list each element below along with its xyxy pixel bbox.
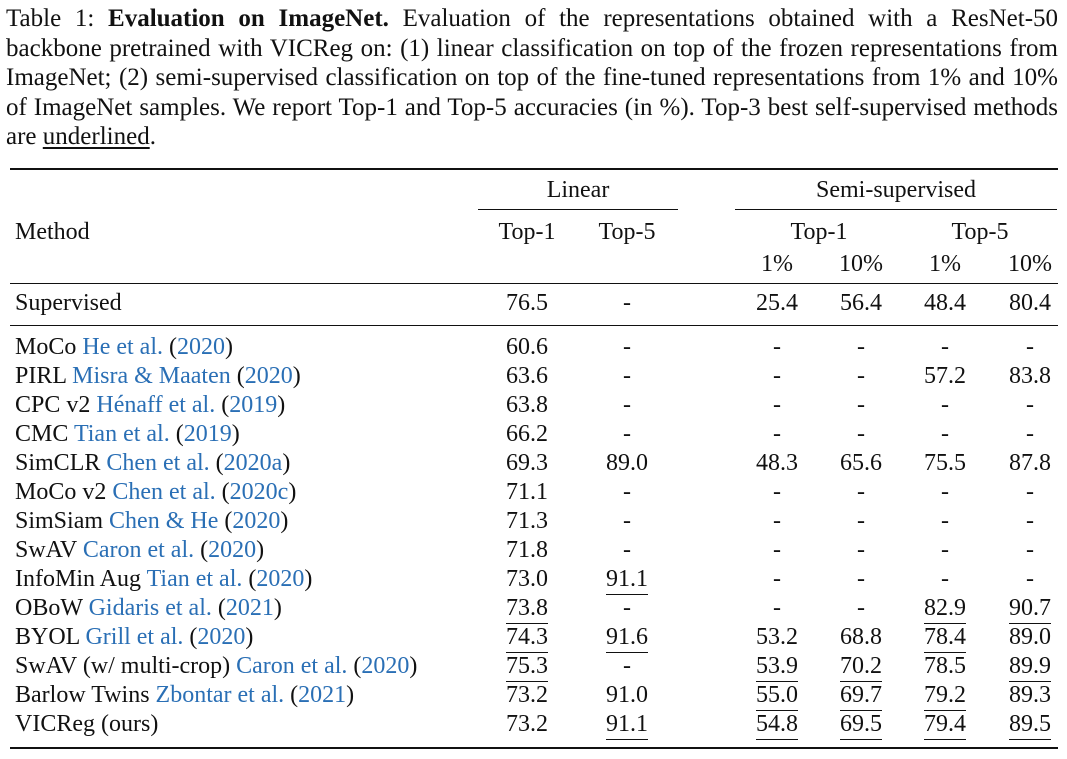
linear-top1-cell: 73.2 [506,682,548,708]
semi-top5-1pct-cell: - [941,421,949,447]
linear-top1-cell: 73.0 [506,566,548,592]
semi-top1-10pct-cell: 69.5 [840,710,882,740]
caption-label: Table 1: [6,5,95,32]
semi-top1-1pct-cell: 48.3 [756,450,798,476]
header-semi-top1-10pct: 10% [839,251,883,277]
header-semi-top1: Top-1 [790,219,848,245]
semi-top5-10pct-cell: - [1026,479,1034,505]
citation-author-link[interactable]: Gidaris et al. [88,595,212,621]
semi-top1-1pct-cell: - [773,334,781,360]
linear-top5-cell: - [623,653,631,679]
semi-top1-1pct-cell: - [773,595,781,621]
citation-author-link[interactable]: Misra & Maaten [72,363,231,389]
linear-top1-cell: 71.1 [506,479,548,505]
supervised-linear-top1: 76.5 [506,290,548,316]
top-rule [10,168,1058,170]
supervised-semi-top1-10pct: 56.4 [840,290,882,316]
method-cell: SwAV (w/ multi-crop) Caron et al. (2020) [15,653,418,679]
semi-top1-10pct-cell: - [857,595,865,621]
header-semi-top1-1pct: 1% [761,251,793,277]
method-cell: InfoMin Aug Tian et al. (2020) [15,566,313,592]
semi-top5-10pct-cell: - [1026,537,1034,563]
caption-underlined-word: underlined [42,123,150,151]
citation-author-link[interactable]: Grill et al. [85,624,184,650]
header-semi-top5: Top-5 [951,219,1009,245]
semi-top1-10pct-cell: - [857,566,865,592]
linear-top5-cell: 91.0 [606,682,648,708]
citation-year-link[interactable]: 2020 [232,508,281,534]
method-name: Barlow Twins [15,682,150,708]
supervised-rule [10,325,1058,326]
linear-group-rule [478,209,678,210]
method-cell: PIRL Misra & Maaten (2020) [15,363,301,389]
header-linear-top1: Top-1 [498,219,556,245]
semi-top1-1pct-cell: - [773,537,781,563]
header-semi-top5-10pct: 10% [1008,251,1052,277]
method-cell: Barlow Twins Zbontar et al. (2021) [15,682,355,708]
semi-top1-10pct-cell: - [857,479,865,505]
semi-top5-10pct-cell: 87.8 [1009,450,1051,476]
citation-year-link[interactable]: 2020 [176,334,225,360]
semi-top1-10pct-cell: - [857,363,865,389]
method-cell: SwAV Caron et al. (2020) [15,537,265,563]
semi-top5-1pct-cell: 79.2 [924,681,966,711]
semi-top5-1pct-cell: 78.4 [924,623,966,653]
header-semi-supervised: Semi-supervised [816,177,976,203]
citation-author-link[interactable]: Zbontar et al. [155,682,285,708]
linear-top1-cell: 73.8 [506,594,548,624]
semi-top1-10pct-cell: 69.7 [840,681,882,711]
table-caption [6,4,1058,152]
semi-top5-10pct-cell: 90.7 [1009,594,1051,624]
semi-top5-10pct-cell: 89.0 [1009,624,1051,650]
citation-year-link[interactable]: 2019 [183,421,232,447]
semi-top5-1pct-cell: 57.2 [924,363,966,389]
method-name: MoCo [15,334,77,360]
linear-top1-cell: 71.3 [506,508,548,534]
method-name: SimCLR [15,450,101,476]
semi-top5-1pct-cell: - [941,566,949,592]
method-cell: OBoW Gidaris et al. (2021) [15,595,282,621]
linear-top1-cell: 60.6 [506,334,548,360]
linear-top5-cell: 89.0 [606,450,648,476]
supervised-linear-top5: - [623,290,631,316]
semi-top1-10pct-cell: - [857,334,865,360]
citation-author-link[interactable]: Tian et al. [73,421,170,447]
method-name: SwAV [15,537,77,563]
semi-top1-1pct-cell: - [773,566,781,592]
semi-top5-1pct-cell: - [941,508,949,534]
citation-author-link[interactable]: Chen et al. [106,450,210,476]
citation-year-link[interactable]: 2020 [244,363,293,389]
semi-top1-10pct-cell: - [857,537,865,563]
linear-top5-cell: - [623,392,631,418]
caption-title: Evaluation on ImageNet. [108,5,389,32]
method-cell: SimSiam Chen & He (2020) [15,508,289,534]
semi-top1-10pct-cell: - [857,392,865,418]
method-name: PIRL [15,363,67,389]
citation-year-link[interactable]: 2021 [298,682,347,708]
semi-top1-1pct-cell: 54.8 [756,710,798,740]
linear-top1-cell: 75.3 [506,652,548,682]
method-cell [15,710,158,738]
header-linear-top5: Top-5 [598,219,656,245]
citation-author-link[interactable]: Tian et al. [146,566,243,592]
caption-body: Evaluation of the representations obtained with a ResNet-50 backbone pretrained with VICReg on: (1) linear classification on top of the frozen representations from ImageNet; (2) semi-supervised classification on top of the fine-tuned representations from 1% and 10% of ImageNet samples. We report Top-1 and Top-5 accuracies (in %). Top-3 best self-supervised methods are [6,5,1059,151]
semi-top5-10pct-cell: - [1026,508,1034,534]
citation-year-link[interactable]: 2020 [256,566,305,592]
linear-top5-cell: - [623,595,631,621]
method-name: SimSiam [15,508,104,534]
citation-author-link[interactable]: Caron et al. [236,653,348,679]
header-rule [10,283,1058,284]
method-cell: BYOL Grill et al. (2020) [15,624,254,650]
semi-top1-1pct-cell: 53.9 [756,652,798,682]
semi-top5-1pct-cell: - [941,537,949,563]
citation-author-link[interactable]: He et al. [82,334,163,360]
method-cell: SimCLR Chen et al. (2020a) [15,450,291,476]
semi-top1-1pct-cell: - [773,479,781,505]
citation-year-link[interactable]: 2020 [208,537,257,563]
method-name: VICReg (ours) [15,711,159,737]
header-method: Method [15,219,90,245]
semi-top1-10pct-cell: 70.2 [840,652,882,682]
linear-top1-cell: 63.8 [506,392,548,418]
supervised-method: Supervised [15,290,122,316]
semi-group-rule [735,209,1057,210]
citation-author-link[interactable]: Chen et al. [112,479,216,505]
citation-author-link[interactable]: Chen & He [109,508,219,534]
semi-top5-1pct-cell: 75.5 [924,450,966,476]
linear-top1-cell: 74.3 [506,623,548,653]
citation-year-link[interactable]: 2020a [223,450,283,476]
linear-top5-cell: 91.6 [606,623,648,653]
semi-top1-1pct-cell: - [773,363,781,389]
header-semi-top5-1pct: 1% [929,251,961,277]
semi-top1-10pct-cell: - [857,508,865,534]
citation-year-link[interactable]: 2019 [229,392,278,418]
caption-end: . [149,123,156,151]
method-cell: MoCo v2 Chen et al. (2020c) [15,479,297,505]
method-name: SwAV (w/ multi-crop) [15,653,231,679]
semi-top1-1pct-cell: 55.0 [756,681,798,711]
semi-top1-1pct-cell: 53.2 [756,624,798,650]
citation-author-link[interactable]: Caron et al. [82,537,195,563]
linear-top5-cell: - [623,508,631,534]
linear-top5-cell: - [623,479,631,505]
semi-top5-1pct-cell: - [941,334,949,360]
method-name: InfoMin Aug [15,566,141,592]
semi-top5-10pct-cell: 83.8 [1009,363,1051,389]
linear-top5-cell: - [623,334,631,360]
semi-top1-10pct-cell: 68.8 [840,624,882,650]
semi-top5-1pct-cell: - [941,479,949,505]
citation-year-link[interactable]: 2020 [361,653,410,679]
method-cell: CMC Tian et al. (2019) [15,421,240,447]
semi-top5-1pct-cell: 79.4 [924,710,966,740]
citation-author-link[interactable]: Hénaff et al. [96,392,216,418]
semi-top5-10pct-cell: - [1026,392,1034,418]
linear-top1-cell: 71.8 [506,537,548,563]
bottom-rule [10,747,1058,749]
method-name: MoCo v2 [15,479,107,505]
supervised-semi-top5-1pct: 48.4 [924,290,966,316]
citation-year-link[interactable]: 2020c [229,479,289,505]
semi-top1-1pct-cell: - [773,392,781,418]
semi-top1-10pct-cell: - [857,421,865,447]
linear-top5-cell: 91.1 [606,565,648,595]
supervised-semi-top1-1pct: 25.4 [756,290,798,316]
linear-top1-cell: 63.6 [506,363,548,389]
method-name: BYOL [15,624,80,650]
method-cell: CPC v2 Hénaff et al. (2019) [15,392,286,418]
linear-top5-cell: 91.1 [606,710,648,740]
semi-top5-10pct-cell: 89.9 [1009,652,1051,682]
semi-top5-1pct-cell: 82.9 [924,594,966,624]
semi-top1-1pct-cell: - [773,421,781,447]
linear-top5-cell: - [623,421,631,447]
semi-top1-1pct-cell: - [773,508,781,534]
semi-top1-10pct-cell: 65.6 [840,450,882,476]
semi-top5-1pct-cell: 78.5 [924,653,966,679]
linear-top5-cell: - [623,363,631,389]
semi-top5-10pct-cell: - [1026,421,1034,447]
linear-top5-cell: - [623,537,631,563]
supervised-semi-top5-10pct: 80.4 [1009,290,1051,316]
method-name: CPC v2 [15,392,91,418]
semi-top5-1pct-cell: - [941,392,949,418]
header-linear: Linear [546,177,610,203]
method-cell: MoCo He et al. (2020) [15,334,233,360]
method-name: OBoW [15,595,83,621]
semi-top5-10pct-cell: 89.3 [1009,682,1051,708]
semi-top5-10pct-cell: - [1026,566,1034,592]
method-name: CMC [15,421,69,447]
linear-top1-cell: 73.2 [506,711,548,737]
citation-year-link[interactable]: 2021 [225,595,274,621]
linear-top1-cell: 69.3 [506,450,548,476]
linear-top1-cell: 66.2 [506,421,548,447]
semi-top5-10pct-cell: 89.5 [1009,710,1051,740]
semi-top5-10pct-cell: - [1026,334,1034,360]
citation-year-link[interactable]: 2020 [197,624,246,650]
